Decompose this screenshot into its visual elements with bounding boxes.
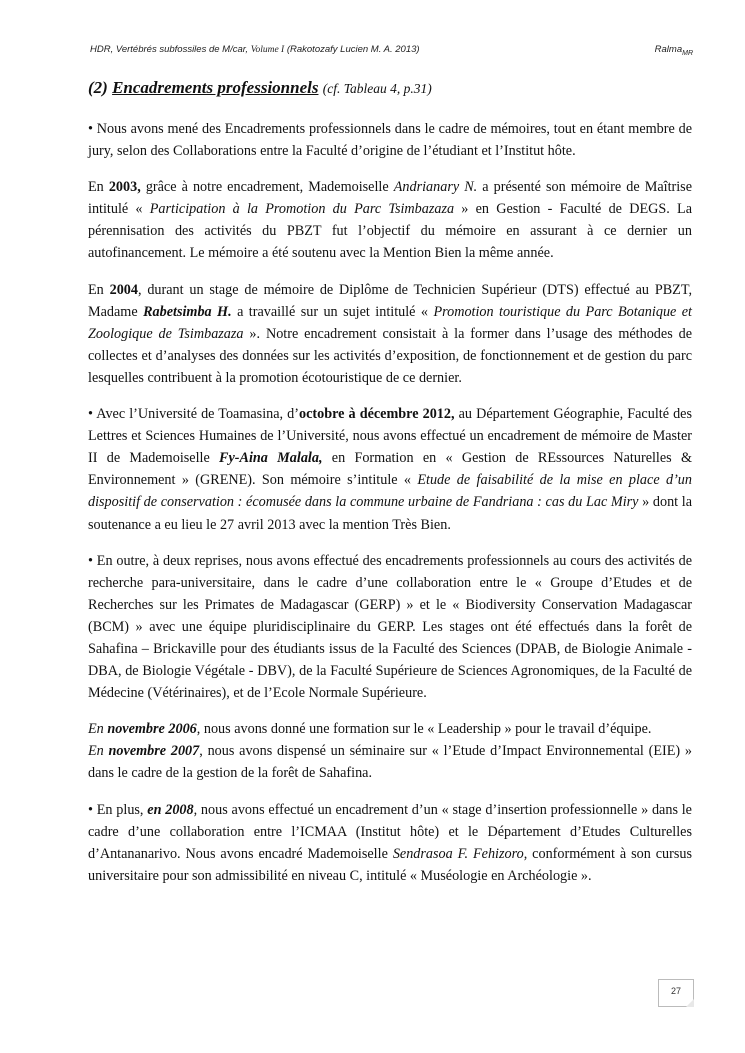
paragraph-5: • En outre, à deux reprises, nous avons effectué des encadrements professionnels au cours des activités de recherche para-universitaire, dans le cadre d’une collaboration entre le « Groupe d’Etudes et de Recherches sur les Primates de Madagascar (GERP) » et le « Biodiversity Conservation Madagascar (BCM) » avec une équipe pluridisciplinaire du GERP. Les stages ont été effectués dans la forêt de Sahafina – Brickaville pour des étudiants issus de la Faculté des Sciences (DPAB, de Biologie Animale - DBA, de Biologie Végétale - DBV), de la Faculté Supérieure de Sciences Agronomiques, de la Faculté de Médecine (Vétérinaires), et de l’Ecole Normale Supérieure. bbox=[88, 552, 692, 702]
paragraph-8: • En plus, en 2008, nous avons effectué un encadrement d’un « stage d’insertion professionnelle » dans le cadre d’une collaboration entre l’ICMAA (Institut hôte) et le Département d’Etudes Culturelles d’Antananarivo. Nous avons encadré Mademoiselle Sendrasoa F. Fehizoro, conformément à son cursus universitaire pour son admissibilité en niveau C, intitulé « Muséologie en Archéologie ». bbox=[88, 801, 692, 884]
section-title: (2) Encadrements professionnels (cf. Tableau 4, p.31) bbox=[88, 78, 432, 97]
header-title: HDR, Vertébrés subfossiles de M/car, bbox=[90, 44, 249, 55]
paragraph-4: • Avec l’Université de Toamasina, d’octobre à décembre 2012, au Département Géographie, Faculté des Lettres et Sciences Humaines de l’Université, nous avons effectué un encadrement de mémoire de Master II de Mademoiselle Fy-Aina Malala, en Formation en « Gestion de REssources Naturelles & Environnement » (GRENE). Son mémoire s’intitule « Etude de faisabilité de la mise en place d’un dispositif de conservation : écomusée dans la commune urbaine de Fandriana : cas du Lac Miry » dont la soutenance a eu lieu le 27 avril 2013 avec la mention Très Bien. bbox=[88, 406, 692, 533]
page-header bbox=[90, 44, 693, 55]
section-reference: (cf. Tableau 4, p.31) bbox=[322, 81, 432, 96]
header-right: Ralma$_{MR}$ bbox=[654, 44, 693, 57]
paragraph-3: En 2004, durant un stage de mémoire de Diplôme de Technicien Supérieur (DTS) effectué au PBZT, Madame Rabetsimba H. a travaillé sur un sujet intitulé « Promotion touristique du Parc Botanique et Zoologique de Tsimbazaza ». Notre encadrement consistait à la former dans l’usage des méthodes de collectes et d’analyses des données sur les activités d’exposition, de fonctionnement et de gestion du parc lesquelles contribuent à la promotion écotouristique de ce dernier. bbox=[88, 281, 693, 386]
header-volume: Volume I bbox=[250, 45, 285, 55]
page-content bbox=[88, 78, 692, 901]
paragraph-6: En novembre 2006, nous avons donné une formation sur le « Leadership » pour le travail d’équipe. bbox=[88, 721, 652, 738]
paragraph-2: En 2003, grâce à notre encadrement, Mademoiselle Andrianary N. a présenté son mémoire de Maîtrise intitulé « Participation à la Promotion du Parc Tsimbazaza » en Gestion - Faculté de DEGS. La pérennisation des activités du PBZT fut l’objectif du mémoire en assurant à ce dernier un autofinancement. Le mémoire a été soutenu avec la Mention Bien la même année. bbox=[88, 179, 692, 262]
page-number: 27 bbox=[658, 979, 694, 1007]
header-left bbox=[90, 44, 420, 55]
header-author: (Rakotozafy Lucien M. A. 2013) bbox=[286, 44, 420, 55]
paragraph-1: • Nous avons mené des Encadrements professionnels dans le cadre de mémoires, tout en étant membre de jury, selon des Collaborations entre la Faculté d’origine de l’étudiant et l’Institut hôte. bbox=[88, 121, 692, 160]
paragraph-7: En novembre 2007, nous avons dispensé un séminaire sur « l’Etude d’Impact Environnemental (EIE) » dans le cadre de la gestion de la forêt de Sahafina. bbox=[88, 743, 692, 782]
